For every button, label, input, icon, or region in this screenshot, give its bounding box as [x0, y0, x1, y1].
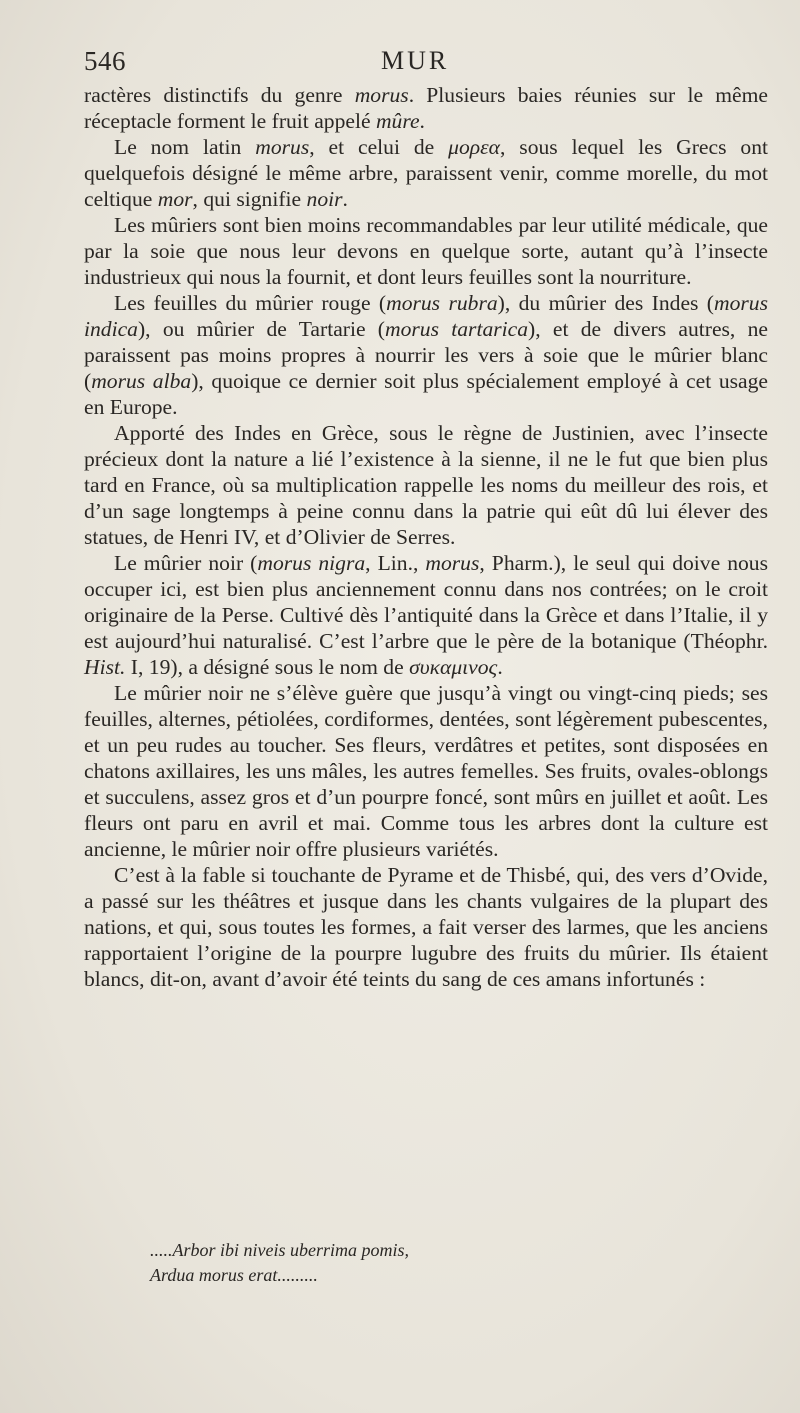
text-run: ractères distinctifs du genre — [84, 83, 355, 107]
text-run: Les feuilles du mûrier rouge ( — [114, 291, 387, 315]
verse-line: Ardua morus erat......... — [150, 1265, 318, 1285]
text-run: , et celui de — [309, 135, 449, 159]
verse-line: .....Arbor ibi niveis uberrima pomis, — [150, 1240, 409, 1260]
text-run: . — [419, 109, 425, 133]
italic-term: mor — [157, 187, 193, 211]
italic-term: συκαμινος — [409, 655, 498, 679]
text-run: , sous lequel les Grecs ont quelquefois désigné le même arbre, paraissent venir, comme morelle, du mot celtique — [84, 135, 768, 211]
text-run: Le mûrier noir ( — [114, 551, 258, 575]
text-run: ), quoique ce dernier soit plus spécialement employé à cet usage en Europe. — [84, 369, 768, 419]
text-run: ), et de divers autres, ne paraissent pas moins propres à nourrir les vers à soie que le mûrier blanc ( — [84, 317, 768, 393]
paragraph — [84, 134, 768, 212]
italic-term: morus indica — [84, 291, 768, 341]
italic-term: morus tartarica — [385, 317, 529, 341]
paragraph — [84, 680, 768, 862]
paragraph — [84, 420, 768, 550]
italic-term: morus — [354, 83, 409, 107]
text-run: . — [497, 655, 503, 679]
italic-term: morus — [425, 551, 480, 575]
text-run: Les mûriers sont bien moins recommandables par leur utilité médicale, que par la soie que nous leur devons en quelque sorte, autant qu’à l’insecte industrieux qui nous la fournit, et dont leurs feuilles sont la nourriture. — [84, 213, 768, 289]
page-number: 546 — [84, 46, 126, 76]
text-run: Apporté des Indes en Grèce, sous le règne de Justinien, avec l’insecte précieux dont la nature a lié l’existence à la sienne, il ne le fut que bien plus tard en France, où sa multiplication rappelle les noms du meilleur des rois, et d’un sage longtemps à peine connu dans la patrie qui eût dû lui élever des statues, de Henri IV, et d’Olivier de Serres. — [84, 421, 768, 549]
paragraph — [84, 290, 768, 420]
text-run: , Pharm.), le seul qui doive nous occuper ici, est bien plus anciennement connu dans nos contrées; on le croit originaire de la Perse. Cultivé dès l’antiquité dans la Grèce et dans l’Italie, il y est aujourd’hui naturalisé. C’est l’arbre que le père de la botanique (Théophr. — [84, 551, 768, 653]
body-text — [84, 82, 768, 992]
italic-term: μορεα — [448, 135, 501, 159]
text-run: ), du mûrier des Indes ( — [497, 291, 714, 315]
text-run: , qui signifie — [192, 187, 307, 211]
running-head: MUR — [381, 46, 450, 75]
italic-term: morus rubra — [386, 291, 498, 315]
text-run: C’est à la fable si touchante de Pyrame et de Thisbé, qui, des vers d’Ovide, a passé sur les théâtres et jusque dans les chants vulgaires de la plupart des nations, et qui, sous toutes les formes, a fait verser des larmes, que les anciens rapportaient l’origine de la pourpre lugubre des fruits du mûrier. Ils étaient blancs, dit-on, avant d’avoir été teints du sang de ces amans infortunés : — [84, 863, 768, 991]
paragraph — [84, 550, 768, 680]
page-header — [84, 46, 774, 82]
text-run: Le mûrier noir ne s’élève guère que jusqu’à vingt ou vingt-cinq pieds; ses feuilles, alternes, pétiolées, cordiformes, dentées, sont légèrement pubescentes, et un peu rudes au toucher. Ses fleurs, verdâtres et petites, sont disposées en chatons axillaires, les uns mâles, les autres femelles. Ses fruits, ovales-oblongs et succulens, assez gros et d’un pourpre foncé, sont mûrs en juillet et août. Les fleurs ont paru en avril et mai. Comme tous les arbres dont la culture est ancienne, le mûrier noir offre plusieurs variétés. — [84, 681, 768, 861]
text-run: Le nom latin — [114, 135, 256, 159]
paragraph — [84, 862, 768, 992]
paragraph — [84, 82, 768, 134]
italic-term: noir — [306, 187, 343, 211]
text-run: . Plusieurs baies réunies sur le même réceptacle forment le fruit appelé — [84, 83, 768, 133]
text-run: , Lin., — [365, 551, 426, 575]
italic-term: mûre — [375, 109, 420, 133]
text-run: I, 19), a désigné sous le nom de — [125, 655, 410, 679]
italic-term: morus nigra — [257, 551, 366, 575]
italic-term: morus alba — [91, 369, 192, 393]
paragraph — [84, 212, 768, 290]
italic-term: Hist. — [84, 655, 126, 679]
verse-quotation — [150, 1238, 409, 1288]
italic-term: morus — [255, 135, 310, 159]
text-run: ), ou mûrier de Tartarie ( — [137, 317, 385, 341]
text-run: . — [342, 187, 348, 211]
